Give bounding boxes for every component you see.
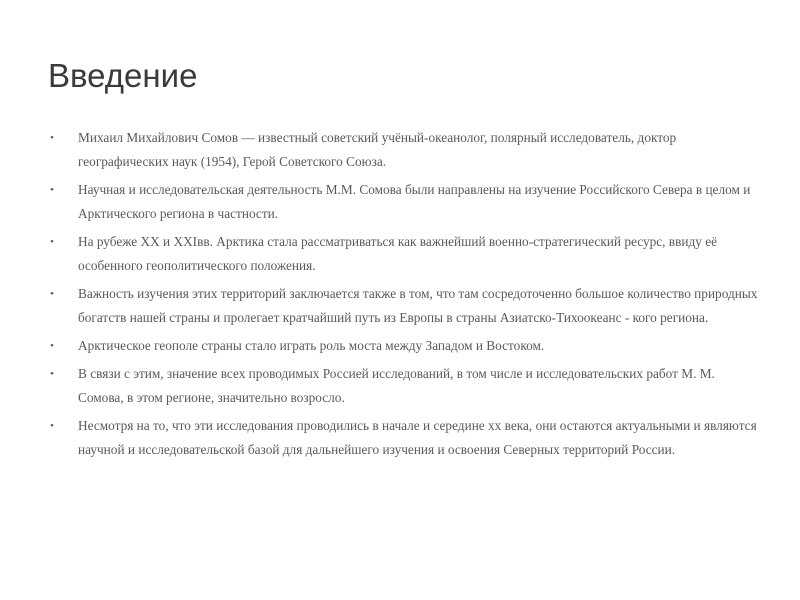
bullet-text: Несмотря на то, что эти исследования проводились в начале и середине хх века, они остаются актуальными и являются научной и исследовательской базой для дальнейшего изучения и освоения Северных территорий России. — [78, 418, 757, 457]
bullet-dot-icon: • — [50, 132, 54, 144]
bullet-item — [48, 414, 760, 462]
bullet-item — [48, 334, 760, 358]
bullet-text: На рубеже XX и XXIвв. Арктика стала рассматриваться как важнейший военно-стратегический ресурс, ввиду её особенного геополитического положения. — [78, 234, 718, 273]
bullet-list — [48, 126, 760, 466]
bullet-dot-icon: • — [50, 288, 54, 300]
bullet-text: Важность изучения этих территорий заключается также в том, что там сосредоточенно большое количество природных богатств нашей страны и пролегает кратчайший путь из Европы в страны Азиатско-Тихоокеанс - кого региона. — [78, 286, 758, 325]
bullet-dot-icon: • — [50, 236, 54, 248]
bullet-item — [48, 126, 760, 174]
bullet-item — [48, 362, 760, 410]
bullet-dot-icon: • — [50, 340, 54, 352]
bullet-item — [48, 178, 760, 226]
bullet-dot-icon: • — [50, 368, 54, 380]
bullet-text: Михаил Михайлович Сомов — известный советский учёный-океанолог, полярный исследователь, доктор географических наук (1954), Герой Советского Союза. — [78, 130, 677, 169]
bullet-text: В связи с этим, значение всех проводимых Россией исследований, в том числе и исследовательских работ М. М. Сомова, в этом регионе, значительно возросло. — [78, 366, 715, 405]
bullet-text: Научная и исследовательская деятельность М.М. Сомова были направлены на изучение Российского Севера в целом и Арктического региона в частности. — [78, 182, 751, 221]
bullet-text: Арктическое геополе страны стало играть роль моста между Западом и Востоком. — [78, 338, 545, 353]
bullet-item — [48, 282, 760, 330]
bullet-dot-icon: • — [50, 184, 54, 196]
bullet-item — [48, 230, 760, 278]
bullet-dot-icon: • — [50, 420, 54, 432]
slide-title: Введение — [48, 57, 198, 94]
